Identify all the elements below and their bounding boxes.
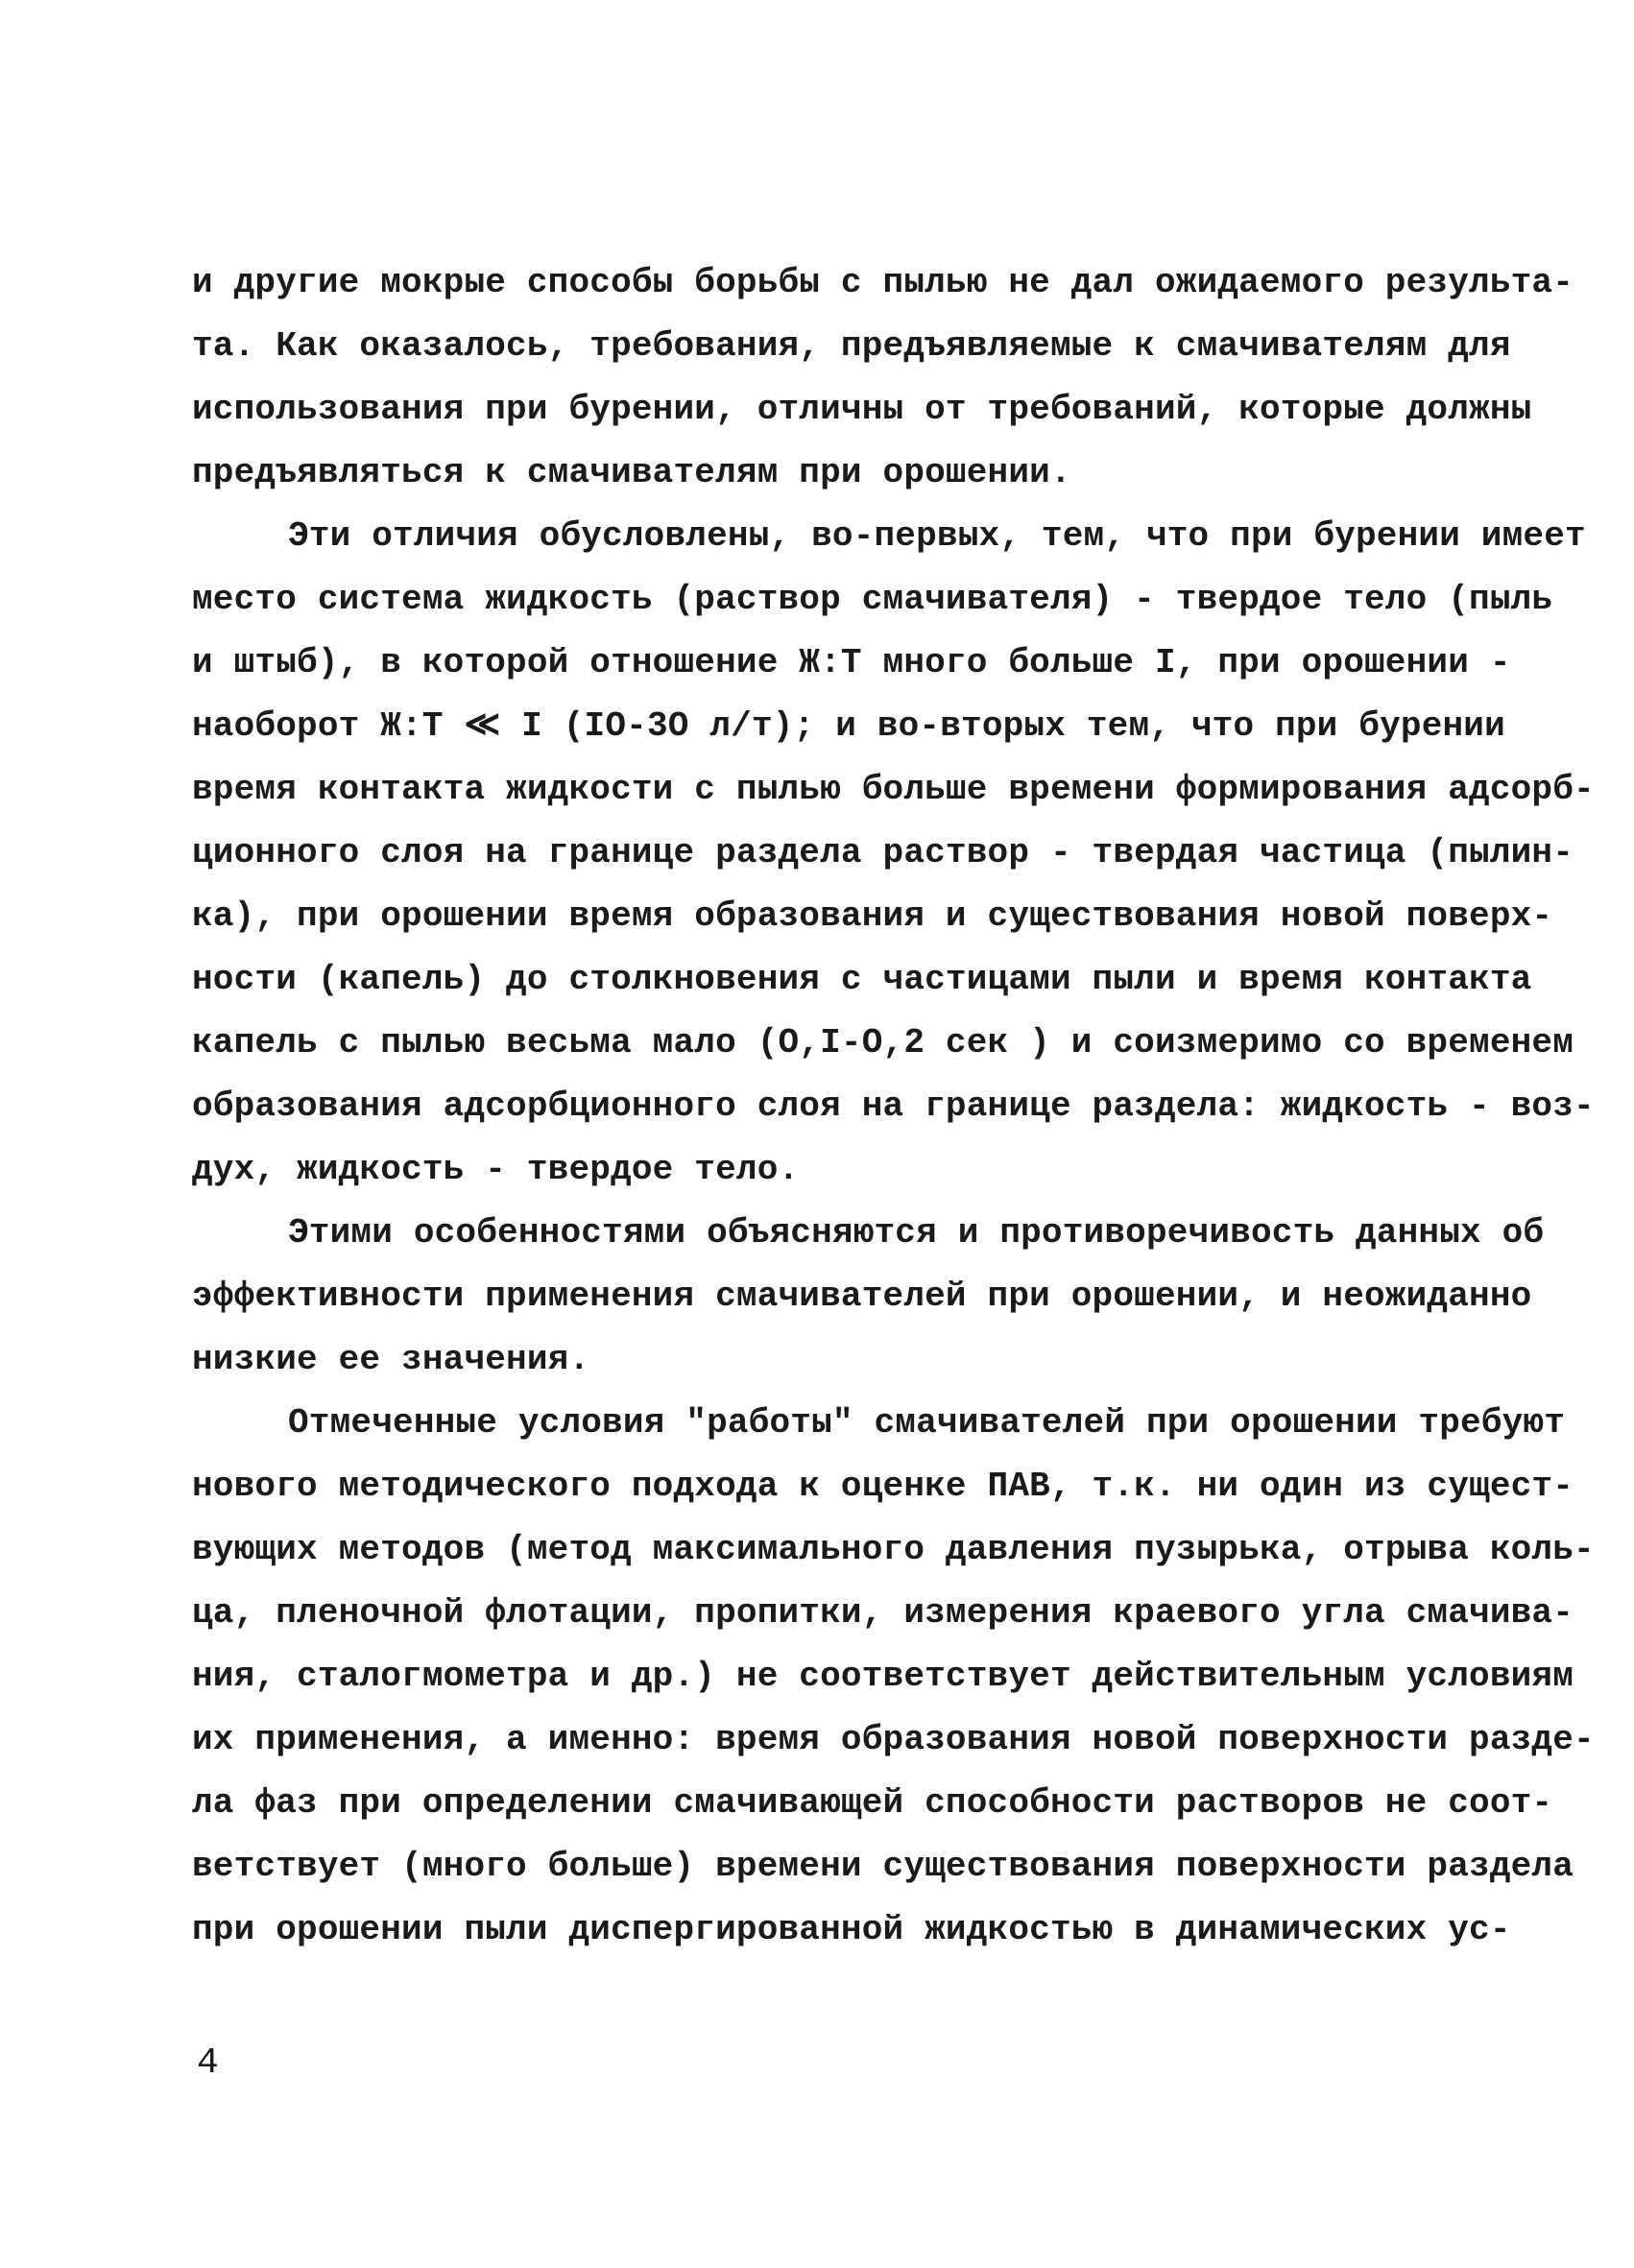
text-line: Отмеченные условия "работы" смачивателей при орошении требуют: [288, 1403, 1566, 1443]
text-line: ния, сталогмометра и др.) не соответствует действительным условиям: [192, 1657, 1574, 1696]
text-line: Эти отличия обусловлены, во-первых, тем, что при бурении имеет: [288, 516, 1586, 556]
text-line: время контакта жидкости с пылью больше времени формирования адсорб-: [192, 770, 1595, 809]
text-line: низкие ее значения.: [192, 1340, 590, 1379]
text-line: ца, пленочной флотации, пропитки, измерения краевого угла смачива-: [192, 1593, 1574, 1633]
text-line: дух, жидкость - твердое тело.: [192, 1150, 800, 1189]
text-line: ла фаз при определении смачивающей способности растворов не соот-: [192, 1783, 1553, 1823]
text-line: и другие мокрые способы борьбы с пылью не дал ожидаемого результа-: [192, 263, 1574, 302]
text-line: та. Как оказалось, требования, предъявляемые к смачивателям для: [192, 326, 1511, 366]
text-line: наоборот Ж:Т ≪ I (IO-3O л/т); и во-вторых тем, что при бурении: [192, 706, 1505, 746]
text-line: ционного слоя на границе раздела раствор - твердая частица (пылин-: [192, 833, 1574, 872]
text-line: место система жидкость (раствор смачивателя) - твердое тело (пыль: [192, 580, 1553, 619]
text-line: капель с пылью весьма мало (О,I-О,2 сек ) и соизмеримо со временем: [192, 1023, 1574, 1062]
paragraph-1: [192, 251, 1574, 505]
text-line: и штыб), в которой отношение Ж:Т много больше I, при орошении -: [192, 643, 1511, 682]
text-line: при орошении пыли диспергированной жидкостью в динамических ус-: [192, 1910, 1511, 1949]
paragraph-3: [192, 1202, 1545, 1392]
body-text: [192, 251, 1595, 1962]
text-line: ности (капель) до столкновения с частицами пыли и время контакта: [192, 960, 1532, 999]
text-line: использования при бурении, отличны от требований, которые должны: [192, 390, 1532, 429]
paragraph-4: [192, 1392, 1595, 1962]
text-line: ка), при орошении время образования и существования новой поверх-: [192, 896, 1553, 936]
text-line: нового методического подхода к оценке ПАВ, т.к. ни один из сущест-: [192, 1467, 1574, 1506]
text-line: образования адсорбционного слоя на границе раздела: жидкость - воз-: [192, 1086, 1595, 1126]
text-line: вующих методов (метод максимального давления пузырька, отрыва коль-: [192, 1530, 1595, 1569]
text-line: ветствует (много больше) времени существования поверхности раздела: [192, 1847, 1574, 1886]
paragraph-2: [192, 505, 1595, 1202]
text-line: Этими особенностями объясняются и противоречивость данных об: [288, 1213, 1545, 1253]
text-line: эффективности применения смачивателей при орошении, и неожиданно: [192, 1277, 1532, 1316]
text-line: их применения, а именно: время образования новой поверхности разде-: [192, 1720, 1595, 1759]
text-line: предъявляться к смачивателям при орошении.: [192, 453, 1071, 492]
page-number: 4: [197, 2042, 219, 2084]
